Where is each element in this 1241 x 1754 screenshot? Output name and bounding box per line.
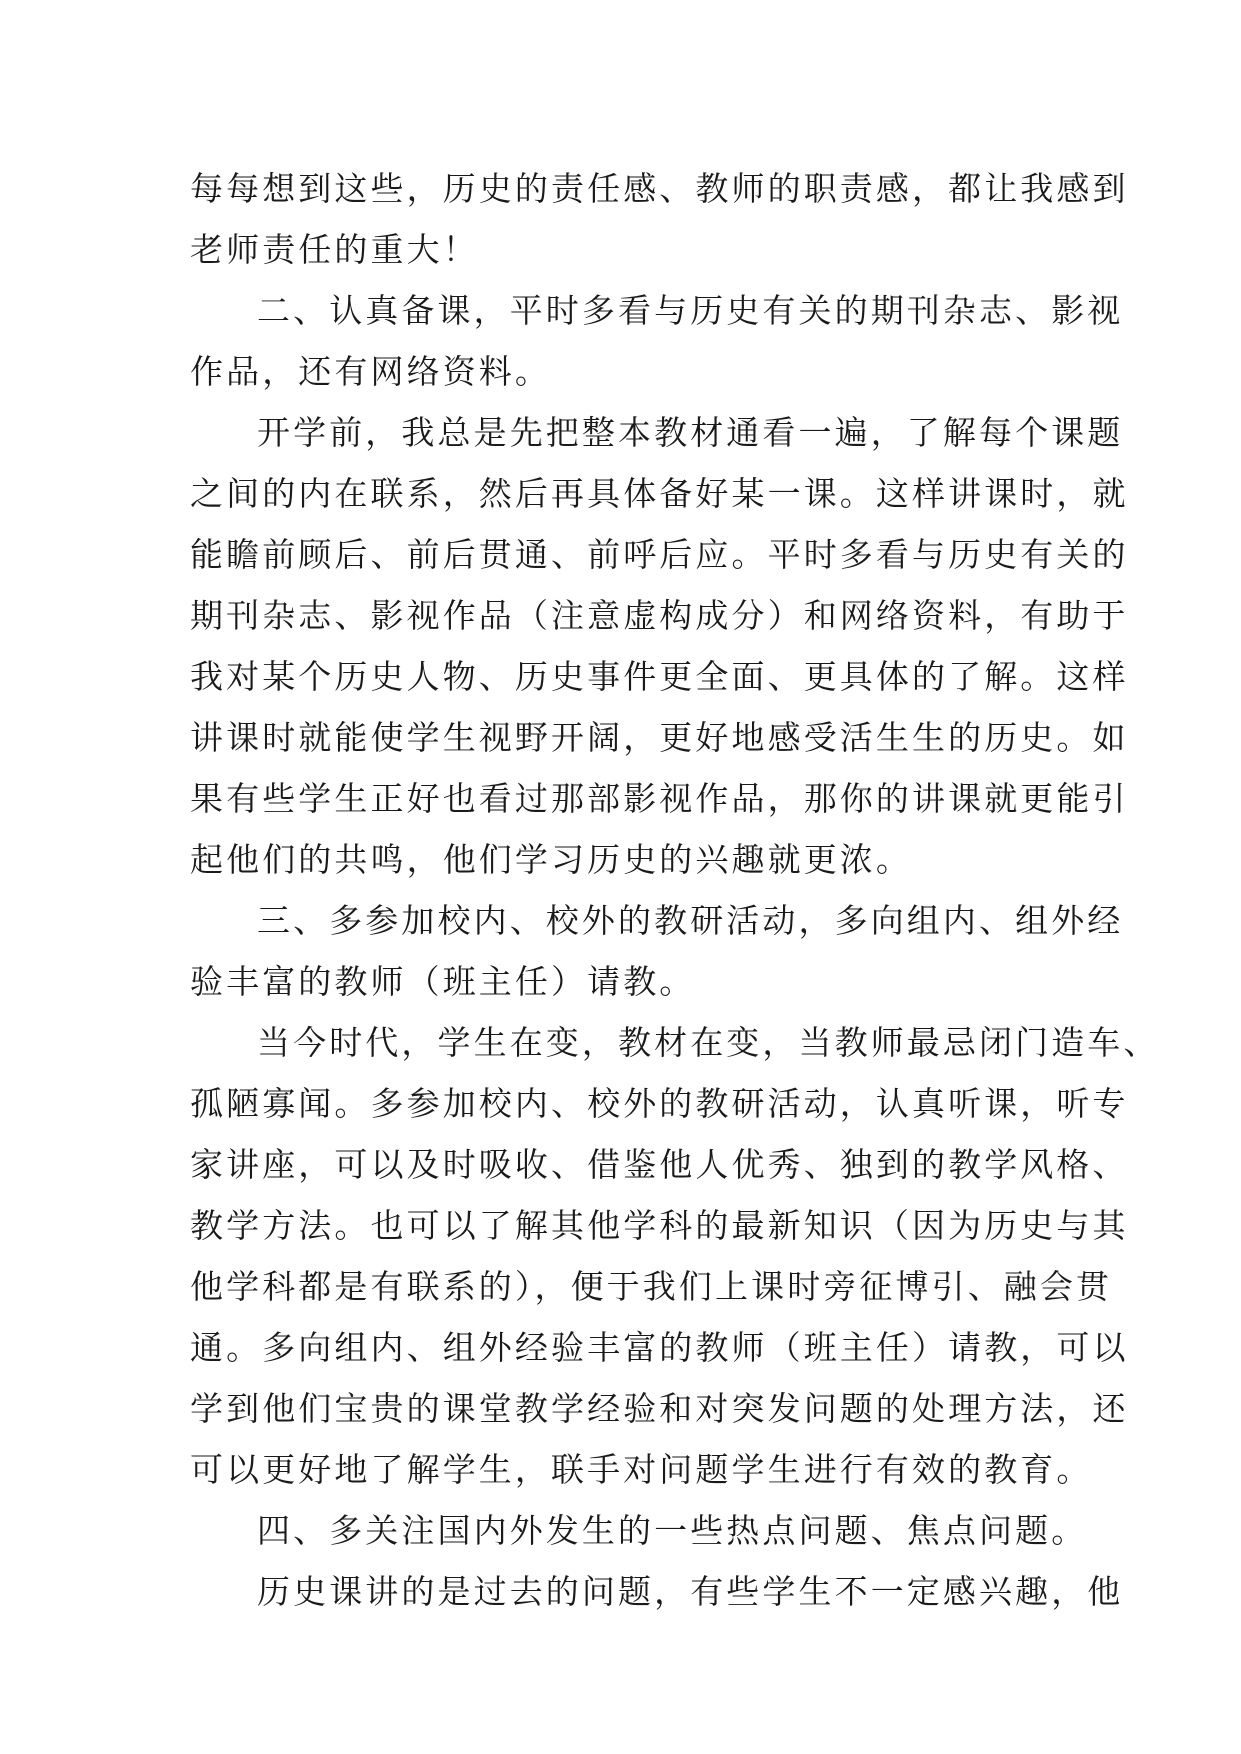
text-line: 老师责任的重大！ — [190, 230, 479, 269]
text-line: 每每想到这些，历史的责任感、教师的职责感，都让我感到 — [190, 169, 1129, 208]
text-line: 讲课时就能使学生视野开阔，更好地感受活生生的历史。如 — [190, 718, 1129, 757]
text-line: 能瞻前顾后、前后贯通、前呼后应。平时多看与历史有关的 — [190, 535, 1129, 574]
text-line: 我对某个历史人物、历史事件更全面、更具体的了解。这样 — [190, 657, 1129, 696]
text-line: 期刊杂志、影视作品（注意虚构成分）和网络资料，有助于 — [190, 596, 1129, 635]
text-line: 家讲座，可以及时吸收、借鉴他人优秀、独到的教学风格、 — [190, 1145, 1129, 1184]
body-text — [190, 158, 1160, 1622]
text-line: 通。多向组内、组外经验丰富的教师（班主任）请教，可以 — [190, 1328, 1129, 1367]
text-line: 二、认真备课，平时多看与历史有关的期刊杂志、影视 — [257, 291, 1124, 330]
text-line: 果有些学生正好也看过那部影视作品，那你的讲课就更能引 — [190, 779, 1129, 818]
text-line: 历史课讲的是过去的问题，有些学生不一定感兴趣，他 — [257, 1572, 1124, 1611]
text-line: 他学科都是有联系的），便于我们上课时旁征博引、融会贯 — [190, 1267, 1113, 1306]
text-line: 学到他们宝贵的课堂教学经验和对突发问题的处理方法，还 — [190, 1389, 1129, 1428]
text-line: 孤陋寡闻。多参加校内、校外的教研活动，认真听课，听专 — [190, 1084, 1129, 1123]
text-line: 三、多参加校内、校外的教研活动，多向组内、组外经 — [257, 901, 1124, 940]
text-line: 作品，还有网络资料。 — [190, 352, 551, 391]
text-line: 可以更好地了解学生，联手对问题学生进行有效的教育。 — [190, 1450, 1093, 1489]
text-line: 开学前，我总是先把整本教材通看一遍，了解每个课题 — [257, 413, 1124, 452]
text-line: 起他们的共鸣，他们学习历史的兴趣就更浓。 — [190, 840, 912, 879]
text-line: 教学方法。也可以了解其他学科的最新知识（因为历史与其 — [190, 1206, 1129, 1245]
text-line: 验丰富的教师（班主任）请教。 — [190, 962, 696, 1001]
text-line: 四、多关注国内外发生的一些热点问题、焦点问题。 — [257, 1511, 1088, 1550]
text-line: 当今时代，学生在变，教材在变，当教师最忌闭门造车、 — [257, 1023, 1160, 1062]
text-line: 之间的内在联系，然后再具体备好某一课。这样讲课时，就 — [190, 474, 1129, 513]
